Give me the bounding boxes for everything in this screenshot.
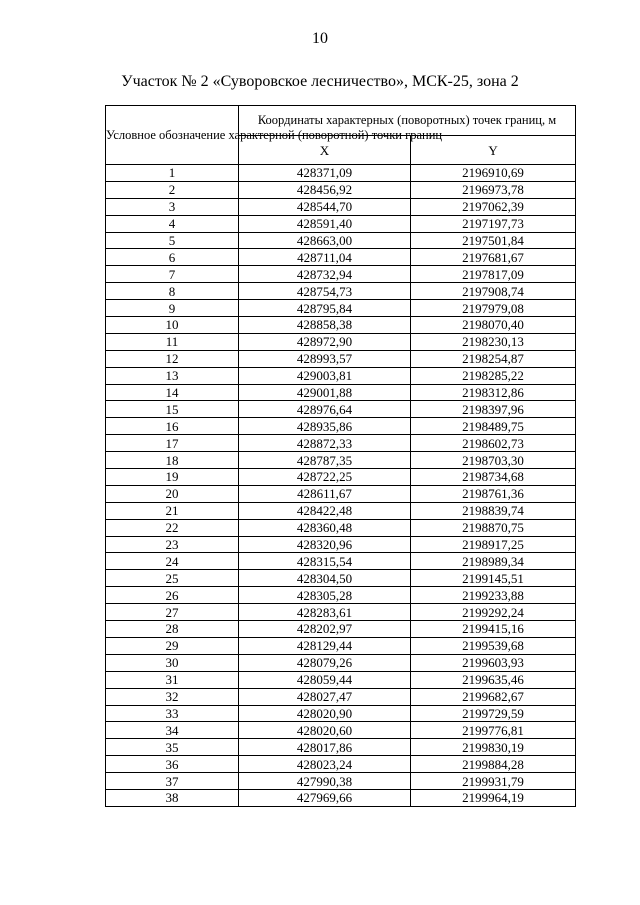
x-coordinate-cell: 428320,96: [239, 536, 411, 553]
point-number-cell: 28: [106, 621, 239, 638]
y-coordinate-cell: 2198870,75: [411, 519, 576, 536]
point-number-cell: 37: [106, 773, 239, 790]
coordinates-table: [105, 105, 576, 807]
y-coordinate-cell: 2198254,87: [411, 350, 576, 367]
x-coordinate-cell: 428079,26: [239, 654, 411, 671]
table-row: [106, 621, 576, 638]
x-header: X: [239, 136, 411, 165]
x-coordinate-cell: 428059,44: [239, 671, 411, 688]
y-coordinate-cell: 2198230,13: [411, 333, 576, 350]
y-coordinate-cell: 2198397,96: [411, 401, 576, 418]
point-number-cell: 1: [106, 165, 239, 182]
x-coordinate-cell: 428591,40: [239, 215, 411, 232]
table-row: [106, 502, 576, 519]
point-number-cell: 6: [106, 249, 239, 266]
point-number-cell: 4: [106, 215, 239, 232]
x-coordinate-cell: 428663,00: [239, 232, 411, 249]
y-coordinate-cell: 2199931,79: [411, 773, 576, 790]
coordinates-header: Координаты характерных (поворотных) точек границ, м: [239, 106, 576, 136]
y-coordinate-cell: 2198285,22: [411, 367, 576, 384]
point-number-cell: 18: [106, 452, 239, 469]
point-number-cell: 8: [106, 283, 239, 300]
point-number-cell: 31: [106, 671, 239, 688]
table-row: [106, 587, 576, 604]
table-row: [106, 165, 576, 182]
x-coordinate-cell: 428202,97: [239, 621, 411, 638]
y-coordinate-cell: 2198989,34: [411, 553, 576, 570]
point-number-cell: 15: [106, 401, 239, 418]
x-coordinate-cell: 428020,60: [239, 722, 411, 739]
y-coordinate-cell: 2198917,25: [411, 536, 576, 553]
x-coordinate-cell: 428020,90: [239, 705, 411, 722]
point-number-cell: 7: [106, 266, 239, 283]
point-number-cell: 30: [106, 654, 239, 671]
point-number-cell: 20: [106, 485, 239, 502]
y-coordinate-cell: 2199729,59: [411, 705, 576, 722]
point-number-cell: 38: [106, 789, 239, 806]
y-coordinate-cell: 2197908,74: [411, 283, 576, 300]
x-coordinate-cell: 428017,86: [239, 739, 411, 756]
y-coordinate-cell: 2199830,19: [411, 739, 576, 756]
x-coordinate-cell: 428732,94: [239, 266, 411, 283]
y-coordinate-cell: 2198312,86: [411, 384, 576, 401]
table-row: [106, 401, 576, 418]
point-number-cell: 29: [106, 637, 239, 654]
table-row: [106, 181, 576, 198]
x-coordinate-cell: 428993,57: [239, 350, 411, 367]
point-number-cell: 25: [106, 570, 239, 587]
table-row: [106, 688, 576, 705]
x-coordinate-cell: 428283,61: [239, 604, 411, 621]
x-coordinate-cell: 428722,25: [239, 469, 411, 486]
table-row: [106, 789, 576, 806]
x-coordinate-cell: 428305,28: [239, 587, 411, 604]
table-row: [106, 485, 576, 502]
point-number-cell: 27: [106, 604, 239, 621]
table-row: [106, 773, 576, 790]
x-coordinate-cell: 428611,67: [239, 485, 411, 502]
y-header: Y: [411, 136, 576, 165]
table-row: [106, 367, 576, 384]
point-number-cell: 17: [106, 435, 239, 452]
y-coordinate-cell: 2199776,81: [411, 722, 576, 739]
table-row: [106, 333, 576, 350]
table-row: [106, 671, 576, 688]
table-row: [106, 452, 576, 469]
table-row: [106, 469, 576, 486]
x-coordinate-cell: 429001,88: [239, 384, 411, 401]
y-coordinate-cell: 2199635,46: [411, 671, 576, 688]
point-number-cell: 19: [106, 469, 239, 486]
table-row: [106, 418, 576, 435]
x-coordinate-cell: 427990,38: [239, 773, 411, 790]
point-number-cell: 35: [106, 739, 239, 756]
y-coordinate-cell: 2197062,39: [411, 198, 576, 215]
y-coordinate-cell: 2197681,67: [411, 249, 576, 266]
table-row: [106, 519, 576, 536]
x-coordinate-cell: 428360,48: [239, 519, 411, 536]
x-coordinate-cell: 428129,44: [239, 637, 411, 654]
x-coordinate-cell: 428422,48: [239, 502, 411, 519]
table-row: [106, 384, 576, 401]
y-coordinate-cell: 2199145,51: [411, 570, 576, 587]
point-number-cell: 26: [106, 587, 239, 604]
x-coordinate-cell: 429003,81: [239, 367, 411, 384]
y-coordinate-cell: 2199884,28: [411, 756, 576, 773]
y-coordinate-cell: 2198070,40: [411, 317, 576, 334]
y-coordinate-cell: 2198703,30: [411, 452, 576, 469]
y-coordinate-cell: 2199415,16: [411, 621, 576, 638]
table-row: [106, 756, 576, 773]
table-row: [106, 722, 576, 739]
x-coordinate-cell: 428858,38: [239, 317, 411, 334]
point-number-cell: 34: [106, 722, 239, 739]
point-number-cell: 21: [106, 502, 239, 519]
page-number: 10: [312, 30, 328, 47]
point-header: Условное обозначение характерной (поворотной) точки границ: [106, 106, 239, 165]
y-coordinate-cell: 2199233,88: [411, 587, 576, 604]
point-number-cell: 3: [106, 198, 239, 215]
y-coordinate-cell: 2197979,08: [411, 300, 576, 317]
table-row: [106, 198, 576, 215]
table-row: [106, 300, 576, 317]
y-coordinate-cell: 2196910,69: [411, 165, 576, 182]
point-number-cell: 22: [106, 519, 239, 536]
point-number-cell: 33: [106, 705, 239, 722]
point-number-cell: 24: [106, 553, 239, 570]
x-coordinate-cell: 428754,73: [239, 283, 411, 300]
table-row: [106, 604, 576, 621]
point-number-cell: 36: [106, 756, 239, 773]
y-coordinate-cell: 2197501,84: [411, 232, 576, 249]
table-row: [106, 536, 576, 553]
x-coordinate-cell: 428456,92: [239, 181, 411, 198]
table-row: [106, 739, 576, 756]
x-coordinate-cell: 428976,64: [239, 401, 411, 418]
y-coordinate-cell: 2198839,74: [411, 502, 576, 519]
table-row: [106, 654, 576, 671]
point-number-cell: 23: [106, 536, 239, 553]
point-number-cell: 12: [106, 350, 239, 367]
x-coordinate-cell: 428023,24: [239, 756, 411, 773]
point-number-cell: 16: [106, 418, 239, 435]
y-coordinate-cell: 2198734,68: [411, 469, 576, 486]
x-coordinate-cell: 428027,47: [239, 688, 411, 705]
table-row: [106, 266, 576, 283]
y-coordinate-cell: 2199964,19: [411, 789, 576, 806]
point-number-cell: 2: [106, 181, 239, 198]
table-row: [106, 637, 576, 654]
table-body: [106, 165, 576, 807]
table-row: [106, 317, 576, 334]
point-number-cell: 9: [106, 300, 239, 317]
table-row: [106, 705, 576, 722]
y-coordinate-cell: 2199292,24: [411, 604, 576, 621]
x-coordinate-cell: 428935,86: [239, 418, 411, 435]
x-coordinate-cell: 428304,50: [239, 570, 411, 587]
point-number-cell: 5: [106, 232, 239, 249]
table-row: [106, 350, 576, 367]
table-row: [106, 283, 576, 300]
x-coordinate-cell: 428315,54: [239, 553, 411, 570]
y-coordinate-cell: 2198602,73: [411, 435, 576, 452]
x-coordinate-cell: 428711,04: [239, 249, 411, 266]
y-coordinate-cell: 2196973,78: [411, 181, 576, 198]
document-title: Участок № 2 «Суворовское лесничество», МСК-25, зона 2: [121, 73, 519, 90]
x-coordinate-cell: 428371,09: [239, 165, 411, 182]
y-coordinate-cell: 2197817,09: [411, 266, 576, 283]
point-number-cell: 14: [106, 384, 239, 401]
y-coordinate-cell: 2197197,73: [411, 215, 576, 232]
x-coordinate-cell: 428972,90: [239, 333, 411, 350]
x-coordinate-cell: 427969,66: [239, 789, 411, 806]
y-coordinate-cell: 2199539,68: [411, 637, 576, 654]
point-number-cell: 32: [106, 688, 239, 705]
table-row: [106, 435, 576, 452]
point-number-cell: 13: [106, 367, 239, 384]
point-number-cell: 10: [106, 317, 239, 334]
table-row: [106, 553, 576, 570]
table-row: [106, 570, 576, 587]
x-coordinate-cell: 428787,35: [239, 452, 411, 469]
y-coordinate-cell: 2199603,93: [411, 654, 576, 671]
x-coordinate-cell: 428544,70: [239, 198, 411, 215]
y-coordinate-cell: 2198761,36: [411, 485, 576, 502]
point-number-cell: 11: [106, 333, 239, 350]
table-row: [106, 215, 576, 232]
table-row: [106, 232, 576, 249]
x-coordinate-cell: 428795,84: [239, 300, 411, 317]
x-coordinate-cell: 428872,33: [239, 435, 411, 452]
y-coordinate-cell: 2199682,67: [411, 688, 576, 705]
y-coordinate-cell: 2198489,75: [411, 418, 576, 435]
table-row: [106, 249, 576, 266]
